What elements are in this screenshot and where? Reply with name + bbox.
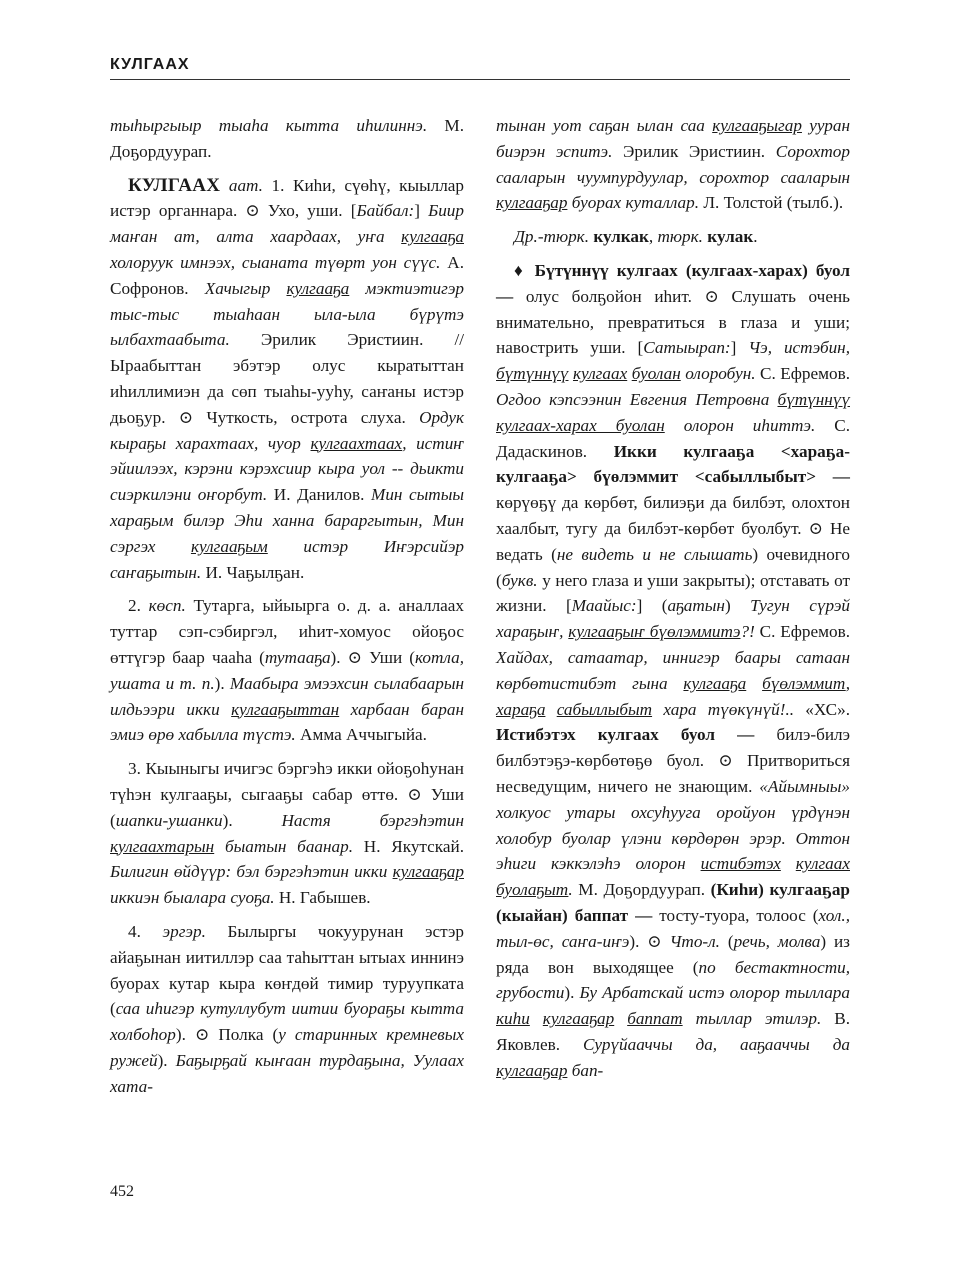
entry-text: .	[753, 227, 758, 247]
entry-text: М. Доҕордуурап.	[572, 880, 711, 900]
entry-text: )	[724, 596, 751, 616]
italic-text: буорах куталлар.	[567, 193, 700, 213]
left-column-paragraph	[110, 593, 464, 748]
entry-text: С. Ефремов.	[754, 622, 850, 642]
entry-text: ]	[730, 338, 749, 358]
left-column-paragraph	[110, 113, 464, 165]
entry-text: ). ⊙	[629, 931, 670, 951]
italic-text	[614, 1009, 627, 1028]
entry-text: Тутарга, ыйыырга о. д. а. аналлаах туттар сэп-сэбиргэл, иһит-хомуос ойоҕос өттүгэр баар чааһа (	[110, 596, 464, 667]
italic-text: көсп.	[148, 596, 186, 616]
italic-text: Тугун сүрэй хараҕыҥ,	[496, 596, 851, 642]
entry-text: ]	[414, 201, 429, 221]
italic-text	[781, 854, 796, 873]
headword-citation: кулгаахтаах	[310, 433, 403, 453]
italic-text: Билигин өйдүүр: бэл бэргэһэтин икки	[110, 862, 393, 882]
italic-text: Огдоо кэпсээнин Евгения Петровна	[496, 389, 778, 409]
headword-citation: истибэтэх	[700, 854, 781, 874]
idiom-phrase: Икки кулгааҕа <хараҕа-кулгааҕа> бүөлэммит <сабыллыбыт> —	[496, 441, 851, 487]
italic-text: тутааҕа	[264, 647, 331, 667]
idiom-phrase: Истибэтэх кулгаах буол —	[496, 725, 755, 745]
italic-text: ?!	[740, 622, 755, 642]
headword-citation: кулгааҕыҥ бүөлэммитэ	[568, 622, 741, 642]
entry-text: 2.	[128, 596, 149, 616]
italic-text	[746, 674, 762, 693]
headword-citation: бүтүннүү	[777, 389, 850, 409]
entry-text: тосту-туора, толоос (	[652, 905, 819, 925]
italic-text: олоробун.	[680, 364, 756, 384]
italic-text: Сурүйааччы да, ааҕааччы да	[582, 1034, 850, 1054]
italic-text: Хачыгыр	[204, 278, 287, 298]
entry-text: 1. Киһи, сүөһү, кыыллар истэр органнара. ⊙ Ухо, уши. [	[110, 175, 465, 221]
entry-text: С. Дадаскинов.	[496, 415, 850, 461]
entry-text: олус болҕойон иһит. ⊙ Слушать очень внимательно, превратиться в глаза и уши; навострить уши. [	[496, 286, 850, 358]
italic-text: саа иһигэр кутуллубут иитии буораҕы кытта холбоһор	[110, 999, 464, 1045]
running-head: КУЛГААХ	[110, 56, 190, 73]
right-column-paragraph	[496, 224, 850, 250]
right-column	[496, 113, 850, 1091]
italic-text: истэр Иҥэрсийэр саҥаҕытын.	[110, 536, 464, 582]
headword-citation: кулгааҕар	[496, 1060, 568, 1080]
italic-text: шапки-ушанки	[115, 810, 223, 830]
entry-text: Эрилик Эристиин. // Ыраабыттан эбэтэр олус кыратыттан иһиллимиэн да сөп тыаһы-ууһу, саҥаны истэр дьоҕур. ⊙ Чуткость, острота слуха.	[110, 330, 464, 427]
headword-citation: кулгааҕар	[392, 862, 464, 882]
headword: КУЛГААХ	[128, 174, 221, 196]
italic-text: , истиҥ эйиилээх, кэрэни кэрэхсиир кыра уол -- дьикти сиэркилэни оҥорбут.	[110, 433, 465, 505]
headword-citation: кулгааҕар	[496, 193, 568, 213]
italic-text	[530, 1009, 543, 1028]
entry-text: А. Софронов.	[110, 252, 464, 298]
italic-text: олорон иһиттэ.	[664, 415, 816, 435]
idiom-phrase: кулкак	[589, 227, 649, 247]
italic-text: Маабыра эмээхсин сылабаарын илдьээри икки	[110, 673, 464, 719]
headword-citation: кулгааҕар	[542, 1009, 615, 1029]
idiom-phrase: (Киһи) кулгааҕар (кыайан) баппат —	[496, 880, 850, 925]
italic-text: аат.	[220, 175, 263, 195]
entry-text: (	[719, 931, 734, 951]
headword-citation: баппат	[627, 1009, 683, 1029]
italic-text: букв.	[501, 570, 538, 590]
italic-text: эргэр.	[162, 921, 206, 941]
right-column-paragraph	[496, 258, 850, 1084]
entry-text: Н. Габышев.	[274, 888, 371, 908]
left-column	[110, 113, 464, 1107]
italic-text: Что-л.	[669, 931, 720, 951]
entry-text: Эрилик Эристиин.	[612, 141, 776, 161]
headword-citation: буолаҕыт	[496, 880, 569, 900]
italic-text: Чэ, истэбин,	[748, 338, 851, 358]
entry-text: М. Доҕордуурап.	[110, 116, 464, 161]
entry-text: Н. Якутскай.	[353, 836, 464, 856]
headword-citation: кулгаахтарын	[110, 836, 215, 856]
italic-text: не видеть и не слышать	[556, 544, 753, 564]
headword-citation: кулгааҕыгар	[712, 116, 802, 135]
headword-citation: кулгааҕым	[190, 536, 268, 556]
entry-text: у него глаза и уши закрыты); отставать от жизни. [	[496, 570, 850, 616]
italic-text: у старинных кремневых ружей	[110, 1025, 464, 1070]
idiom-phrase: кулак	[702, 227, 754, 247]
italic-text: Др.-тюрк.	[514, 227, 590, 247]
italic-text: Байбал:	[356, 201, 415, 221]
headword-citation: сабыллыбыт	[556, 699, 653, 719]
entry-text: 4.	[128, 921, 163, 941]
italic-text: Бу Арбатскай истэ олорор тыллара	[579, 983, 850, 1003]
entry-text: ).	[564, 983, 580, 1003]
italic-text: иккиэн быалара суоҕа.	[110, 888, 275, 908]
entry-text: «ХС».	[794, 699, 851, 719]
left-column-paragraph	[110, 919, 464, 1100]
entry-text: Л. Толстой (тылб.).	[699, 193, 844, 213]
headword-citation: кулгааҕа	[683, 673, 747, 693]
entry-text: И. Чаҕылҕан.	[201, 562, 305, 582]
italic-text: хол., тыл-өс, саҥа-иҥэ	[496, 905, 850, 951]
entry-text: ).	[157, 1050, 176, 1070]
italic-text: речь, молва	[733, 931, 821, 951]
entry-text: билэ-билэ билбэтэҕэ-көрбөтөҕө буол. ⊙ Притвориться несведущим, ничего не знающим.	[496, 725, 850, 796]
entry-text: С. Ефремов.	[755, 364, 850, 384]
headword-citation: кулгааҕа	[401, 227, 464, 247]
headword-citation: кулгаах	[795, 854, 850, 874]
italic-text: аҕатын	[667, 596, 725, 616]
headword-citation: кулгаах	[572, 364, 628, 384]
italic-text: харбаан баран эмиэ өрө хабылла түстэ.	[110, 699, 464, 745]
italic-text: холоруук имнээх, сыаната түөрт уон сүүс.	[110, 252, 441, 272]
italic-text: Маайыс:	[571, 596, 637, 616]
entry-text: ] (	[636, 596, 668, 616]
entry-text: ,	[648, 227, 658, 247]
italic-text: ууран биэрэн эспитэ.	[496, 116, 850, 161]
italic-text: .	[568, 880, 573, 900]
italic-text: бап-	[567, 1060, 604, 1080]
idiom-phrase: ♦ Бүтүннүү кулгаах (кулгаах-харах) буол —	[496, 260, 850, 306]
italic-text: тынан уот саҕан ылан саа	[496, 116, 713, 135]
headword-citation: хараҕа	[496, 699, 546, 719]
entry-text: ) из ряда вон выходящее (	[496, 931, 850, 977]
italic-text: Настя бэргэһэтин	[281, 810, 464, 830]
entry-text: ) очевидного (	[496, 544, 850, 590]
entry-text: ).	[222, 810, 282, 830]
italic-text: Сорохтор сааларын чуумпурдуулар, сорохтор сааларын	[496, 141, 850, 187]
entry-text: ). ⊙ Полка (	[175, 1025, 279, 1045]
italic-text: Биир маҥан ат, алта хаардаах, уҥа	[110, 201, 464, 247]
italic-text: Сатыырап:	[643, 338, 731, 358]
headword-citation: киһи	[496, 1009, 530, 1029]
italic-text	[545, 700, 556, 719]
italic-text: быатын баанар.	[214, 836, 354, 856]
left-column-paragraph	[110, 756, 464, 911]
headword-citation: буолан	[631, 364, 681, 384]
entry-text: ).	[214, 673, 230, 693]
italic-text: Ордук кыраҕы харахтаах, чуор	[110, 407, 464, 453]
header-rule	[110, 79, 850, 80]
headword-citation: кулгаах-харах буолан	[496, 415, 665, 435]
italic-text: «Айымныы» холкуос утары охсуһууга оройуон үрдүнэн холобур буолар үлэни көрдөрөн эрэр. Оттон эһиги кэккэлэһэ олорон	[496, 776, 850, 874]
entry-text: көрүөҕү да көрбөт, билиэҕи да билбэт, олохтон хаалбыт, тугу да билбэт-көрбөт буолбут. ⊙ Не ведать (	[496, 493, 850, 564]
headword-citation: бүтүннүү	[496, 364, 569, 384]
italic-text: тыллар этилэр.	[682, 1009, 822, 1029]
headword-citation: бүөлэммит	[762, 673, 846, 693]
headword-citation: кулгааҕа	[286, 278, 350, 298]
entry-text: Былыргы чокуурунан эстэр айаҕынан иитиллэр саа таһыттан ытыах иннинэ буорах кутар кыра көҥдөй тимир туруупката (	[110, 921, 465, 1019]
italic-text: тюрк.	[657, 227, 703, 247]
italic-text: хара түөкүнүй!..	[652, 699, 795, 719]
headword-citation: кулгааҕыттан	[231, 699, 340, 719]
italic-text: Хайдах, сатаатар, иннигэр баары сатаан көрбөтистибэт гына	[496, 647, 850, 693]
entry-text: Амма Аччыгыйа.	[295, 725, 427, 745]
right-column-paragraph	[496, 113, 850, 216]
italic-text: Мин сытыы хараҕым билэр Эһи ханна бараргытын, Мин сэргэх	[110, 485, 464, 556]
entry-text: И. Данилов.	[267, 485, 372, 505]
italic-text: ,	[845, 673, 850, 693]
page-number: 452	[110, 1183, 134, 1200]
left-column-paragraph	[110, 173, 464, 586]
italic-text: котла, ушата и т. п.	[110, 647, 464, 693]
entry-text: В. Яковлев.	[496, 1009, 851, 1054]
italic-text: Баҕырҕай кыҥаан турдаҕына, Уулаах хата-	[110, 1050, 464, 1096]
entry-text: ). ⊙ Уши (	[330, 647, 415, 667]
italic-text: мэктиэтигэр тыс-тыс тыаһаан ыла-ыла бүрүтэ ылбахтаабыта.	[110, 278, 464, 350]
entry-text: 3. Кыыныгы ичигэс бэргэһэ икки ойоҕоһунан түһэн кулгааҕы, сыгааҕы сабар өттө. ⊙ Уши (	[110, 759, 464, 830]
italic-text: тыһыргыыр тыаһа кытта иһилиннэ.	[110, 116, 428, 135]
italic-text: по бестактности, грубости	[496, 957, 851, 1003]
